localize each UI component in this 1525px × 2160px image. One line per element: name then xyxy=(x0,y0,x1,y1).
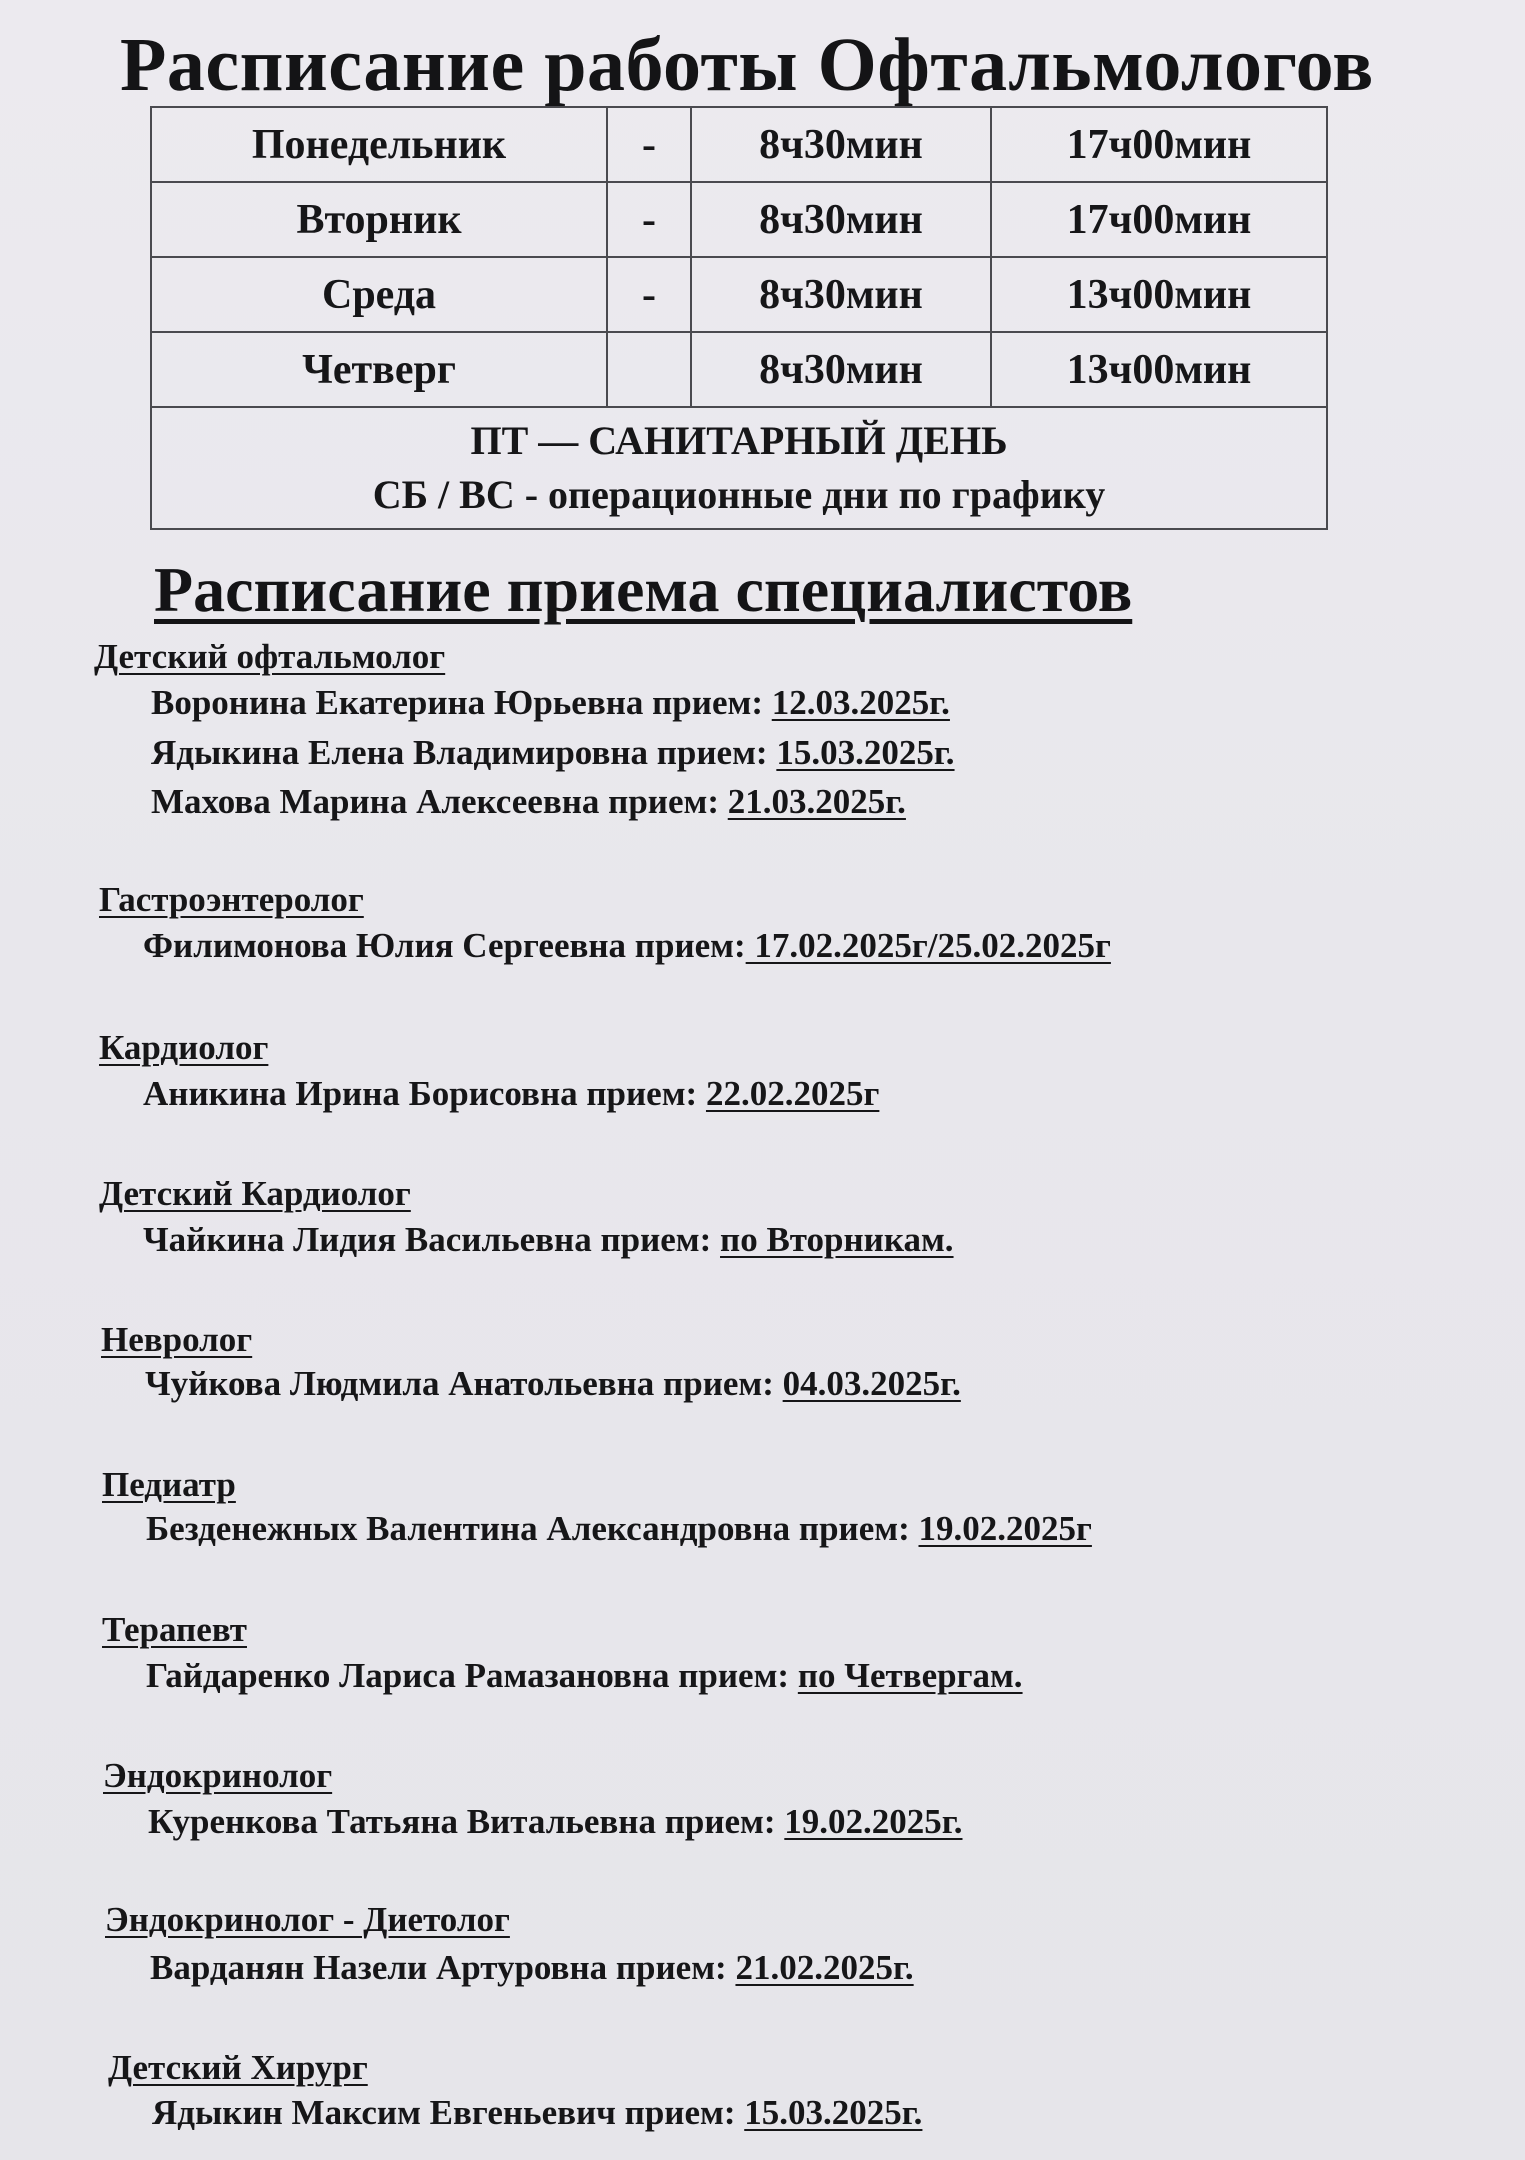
specialists-title: Расписание приема специалистов xyxy=(154,554,1133,625)
appointment-date: 04.03.2025г. xyxy=(782,1364,961,1403)
table-row xyxy=(151,257,1327,332)
doctor-line xyxy=(146,1656,1023,1696)
dash-cell: - xyxy=(607,107,691,182)
dash-cell xyxy=(607,332,691,407)
doctor-line xyxy=(152,2093,922,2133)
specialty-heading: Эндокринолог - Диетолог xyxy=(105,1900,510,1939)
specialty-heading: Педиатр xyxy=(102,1465,236,1504)
appointment-date: по Вторникам. xyxy=(720,1220,954,1259)
table-row xyxy=(151,107,1327,182)
doctor-line xyxy=(143,1220,954,1260)
day-cell: Понедельник xyxy=(151,107,607,182)
appointment-date: 15.03.2025г. xyxy=(744,2093,923,2132)
start-time-cell: 8ч30мин xyxy=(691,107,991,182)
specialty-heading: Детский офтальмолог xyxy=(94,637,446,676)
doctor-name: Филимонова Юлия Сергеевна прием: xyxy=(143,926,746,965)
appointment-date: 19.02.2025г xyxy=(918,1509,1092,1548)
appointment-date: 19.02.2025г. xyxy=(784,1802,963,1841)
appointment-date: по Четвергам. xyxy=(797,1656,1023,1695)
doctor-name: Варданян Назели Артуровна прием: xyxy=(150,1948,736,1987)
doctor-line xyxy=(145,1364,961,1404)
page-title: Расписание работы Офтальмологов xyxy=(120,23,1374,107)
doctor-name: Воронина Екатерина Юрьевна прием: xyxy=(151,683,772,722)
end-time-cell: 17ч00мин xyxy=(991,182,1327,257)
doctor-name: Ядыкина Елена Владимировна прием: xyxy=(151,733,777,772)
doctor-name: Безденежных Валентина Александровна прием: xyxy=(146,1509,919,1548)
weekend-note: СБ / ВС - операционные дни по графику xyxy=(372,472,1106,517)
specialty-heading: Терапевт xyxy=(102,1610,247,1649)
start-time-cell: 8ч30мин xyxy=(691,182,991,257)
table-row xyxy=(151,182,1327,257)
doctor-name: Куренкова Татьяна Витальевна прием: xyxy=(148,1802,785,1841)
start-time-cell: 8ч30мин xyxy=(691,257,991,332)
doctor-line xyxy=(151,683,950,723)
ophthalmologist-hours-table xyxy=(150,106,1328,530)
appointment-date: 21.02.2025г. xyxy=(735,1948,914,1987)
end-time-cell: 17ч00мин xyxy=(991,107,1327,182)
specialty-heading: Детский Хирург xyxy=(108,2048,368,2087)
specialty-heading: Кардиолог xyxy=(99,1028,269,1067)
appointment-date: 21.03.2025г. xyxy=(727,782,906,821)
appointment-date: 17.02.2025г/25.02.2025г xyxy=(745,926,1111,965)
table-note xyxy=(151,407,1327,529)
start-time-cell: 8ч30мин xyxy=(691,332,991,407)
table-note-row xyxy=(151,407,1327,529)
end-time-cell: 13ч00мин xyxy=(991,257,1327,332)
day-cell: Среда xyxy=(151,257,607,332)
doctor-line xyxy=(146,1509,1092,1549)
dash-cell: - xyxy=(607,257,691,332)
sanitary-day-note: ПТ — САНИТАРНЫЙ ДЕНЬ xyxy=(470,418,1008,463)
day-cell: Четверг xyxy=(151,332,607,407)
appointment-date: 12.03.2025г. xyxy=(771,683,950,722)
doctor-line xyxy=(143,1074,879,1114)
specialty-heading: Гастроэнтеролог xyxy=(99,880,364,919)
table-row xyxy=(151,332,1327,407)
doctor-name: Махова Марина Алексеевна прием: xyxy=(151,782,728,821)
doctor-line xyxy=(151,733,955,773)
specialty-heading: Невролог xyxy=(101,1320,253,1359)
specialty-heading: Эндокринолог xyxy=(103,1756,333,1795)
end-time-cell: 13ч00мин xyxy=(991,332,1327,407)
doctor-line xyxy=(148,1802,963,1842)
doctor-line xyxy=(150,1948,914,1988)
specialty-heading: Детский Кардиолог xyxy=(99,1174,411,1213)
doctor-name: Ядыкин Максим Евгеньевич прием: xyxy=(152,2093,745,2132)
doctor-name: Аникина Ирина Борисовна прием: xyxy=(143,1074,706,1113)
doctor-line xyxy=(151,782,906,822)
doctor-name: Чуйкова Людмила Анатольевна прием: xyxy=(145,1364,783,1403)
appointment-date: 15.03.2025г. xyxy=(776,733,955,772)
doctor-name: Гайдаренко Лариса Рамазановна прием: xyxy=(146,1656,798,1695)
appointment-date: 22.02.2025г xyxy=(705,1074,880,1113)
doctor-line xyxy=(143,926,1111,966)
doctor-name: Чайкина Лидия Васильевна прием: xyxy=(143,1220,721,1259)
dash-cell: - xyxy=(607,182,691,257)
day-cell: Вторник xyxy=(151,182,607,257)
